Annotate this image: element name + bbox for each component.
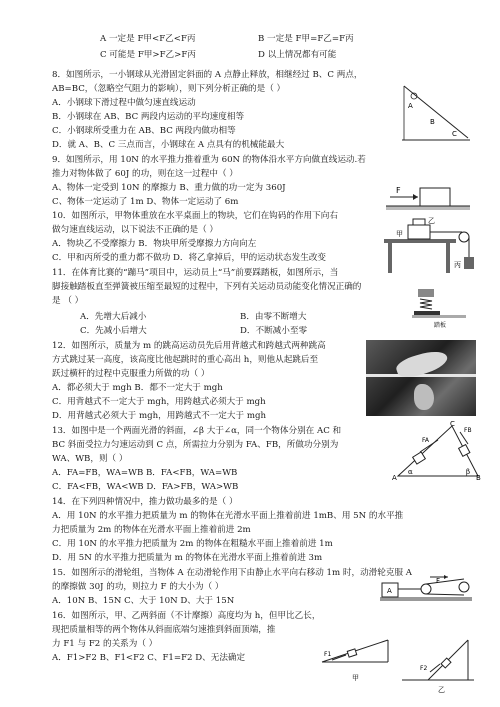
q12-stem: 12．如图所示，质量为 m 的跳高运动员先后用背越式和跨越式两种跳高 [52, 341, 326, 351]
q11-stem-3: 是 （ ） [52, 296, 84, 306]
q8-option-d: D．就 A、B、C 三点而言，小钢球在 A 点具有的机械能最大 [52, 140, 285, 150]
q8-option-b: B．小钢球在 AB、BC 两段内运动的平均速度相等 [52, 112, 245, 122]
q11-option-b: B．由零不断增大 [240, 312, 307, 322]
q15-stem: 15．如图所示的滑轮组，当物体 A 在动滑轮作用下由静止水平向右移动 1m 时，动滑轮克服 A [52, 568, 412, 578]
q8-option-a: A．小钢球下滑过程中做匀速直线运动 [52, 98, 196, 108]
q16-inclines-figure [318, 622, 478, 696]
q15-stem-2: 的摩擦做 30J 的功，则拉力 F 的大小为（ ） [52, 582, 224, 592]
q10-label-bing: 丙 [454, 261, 461, 269]
q15-label-a: A [387, 587, 392, 595]
q15-pulley-figure [378, 573, 474, 603]
q11-label-board: 踏板 [434, 322, 447, 329]
q12-stem-2: 方式跳过某一高度，该高度比他起跳时的重心高出 h，则他从起跳后至 [52, 355, 319, 365]
q13-stem-2: BC 斜面受拉力匀速运动到 C 点，所需拉力分别为 FA、FB，所做功分别为 [52, 440, 339, 450]
q16-label-f1: F1 [324, 651, 332, 658]
q14-option-b: 力把质量为 2m 的物体在光滑水平面上推着前进 2m [52, 525, 251, 535]
q9-stem-2: 推力对物体做了 60J 的功，则在这一过程中（ ） [52, 169, 238, 179]
q16-label-jia: 甲 [352, 674, 359, 682]
q12-option-d: D．用背越式必须大于 mgh，用跨越式不一定大于 mgh [52, 411, 267, 421]
q10-options-cd: C．甲和丙所受的重力都不做功 D．将乙拿掉后，甲的运动状态发生改变 [52, 253, 327, 263]
q16-label-yi: 乙 [438, 686, 445, 694]
q13-label-fa: FA [422, 437, 430, 444]
q8-option-c: C．小钢球所受重力在 AB、BC 两段内做功相等 [52, 126, 236, 136]
q16-label-f2: F2 [420, 665, 428, 672]
q11-option-a: A．先增大后减小 [80, 312, 147, 322]
q14-option-d: D．用 5N 的水平推力把质量为 m 的物体在光滑水平面上推着前进 3m [52, 553, 323, 563]
q13-options-ab: A．FA=FB，WA=WB B．FA<FB，WA=WB [52, 468, 238, 478]
q11-springboard-figure [410, 285, 468, 329]
q10-stem: 10．如图所示，甲物体重放在水平桌面上的物块，它们在钩码的作用下向右 [52, 211, 338, 221]
q9-block-figure [382, 176, 472, 212]
q16-options: A．F1>F2 B、F1<F2 C、F1=F2 D、无法确定 [52, 653, 246, 663]
q10-options-ab: A．物块乙不受摩擦力 B．物块甲所受摩擦力方向向左 [52, 239, 257, 249]
q11-stem-2: 脚接触踏板直至弹簧被压缩至最短的过程中，下列有关运动员动能变化情况正确的 [52, 282, 362, 292]
q14-option-c: C．用 10N 的水平推力把质量为 2m 的物体在粗糙水平面上推着前进 1m [52, 539, 333, 549]
q9-options-cd: C、物体一定运动了 1m D、物体一定运动了 6m [52, 197, 239, 207]
q13-label-fb: FB [464, 427, 472, 434]
q14-stem: 14．在下列四种情况中，推力做功最多的是（ ） [52, 497, 238, 507]
q8-stem: 8．如图所示，一小钢球从光滑固定斜面的 A 点静止释放，相继经过 B、C 两点， [52, 70, 363, 80]
q13-stem-3: WA、WB，则（ ） [52, 454, 128, 464]
q16-stem: 16．如图所示，甲、乙两斜面（不计摩擦）高度均为 h，但甲比乙长， [52, 611, 321, 621]
q10-table-figure [382, 215, 482, 277]
high-jump-photo [366, 340, 476, 416]
q7-option-a: A 一定是 F甲<F乙<F丙 [100, 34, 196, 44]
q13-stem: 13．如图中是一个两面光滑的斜面，∠β 大于∠α，同一个物体分别在 AC 和 [52, 426, 342, 436]
q10-label-yi: 乙 [428, 217, 435, 225]
q12-option-c: C．用背越式不一定大于 mgh，用跨越式必须大于 mgh [52, 397, 266, 407]
q10-stem-2: 做匀速直线运动，以下说法不正确的是（ ） [52, 225, 219, 235]
q13-label-c: C [450, 420, 455, 428]
q8-label-c: C [452, 130, 457, 138]
q9-options-ab: A、物体一定受到 10N 的摩擦力 B、重力做的功一定为 360J [52, 183, 286, 193]
q11-stem: 11．在体育比赛的“蹦马”项目中，运动员上“马”前要踩踏板，如图所示，当 [52, 268, 339, 278]
q10-label-jia: 甲 [396, 230, 403, 238]
q13-triangle-figure [392, 420, 484, 482]
q13-options-cd: C．FA<FB，WA<WB D．FA>FB，WA>WB [52, 482, 239, 492]
q16-stem-2: 现把质量相等的两个物体从斜面底端匀速推到斜面顶端，推 [52, 625, 276, 635]
q9-stem: 9．如图所示，用 10N 的水平推力推着重为 60N 的物体沿水平方向做直线运动.若 [52, 155, 366, 165]
q13-label-b: B [476, 474, 481, 482]
q14-option-a: A．用 10N 的水平推力把质量为 m 的物体在光滑水平面上推着前进 1mB、用 5N 的水平推 [52, 511, 404, 521]
q15-label-f: F [436, 577, 441, 585]
q7-option-d: D 以上情况都有可能 [258, 50, 337, 60]
q13-label-a: A [392, 474, 397, 482]
q11-option-c: C．先减小后增大 [80, 326, 147, 336]
q11-option-d: D．不断减小至零 [240, 326, 308, 336]
q16-stem-3: 力 F1 与 F2 的关系为（ ） [52, 639, 158, 649]
q13-label-beta: β [466, 468, 471, 476]
q12-options-ab: A．都必须大于 mgh B．都不一定大于 mgh [52, 383, 223, 393]
q12-stem-3: 跃过横杆的过程中克服重力所做的功（ ） [52, 369, 210, 379]
q9-label-f: F [396, 186, 401, 195]
q7-option-c: C 可能是 F甲>F乙>F丙 [100, 50, 196, 60]
q8-incline-figure [400, 82, 472, 146]
q8-stem-2: AB=BC，（忽略空气阻力的影响），则下列分析正确的是（ ） [52, 84, 286, 94]
q15-options: A．10N B、15N C、大于 10N D、大于 15N [52, 596, 235, 606]
q7-option-b: B 一定是 F甲=F乙=F丙 [258, 34, 354, 44]
q13-label-alpha: α [408, 468, 413, 476]
q8-label-a: A [408, 102, 413, 110]
q8-label-b: B [430, 118, 435, 126]
